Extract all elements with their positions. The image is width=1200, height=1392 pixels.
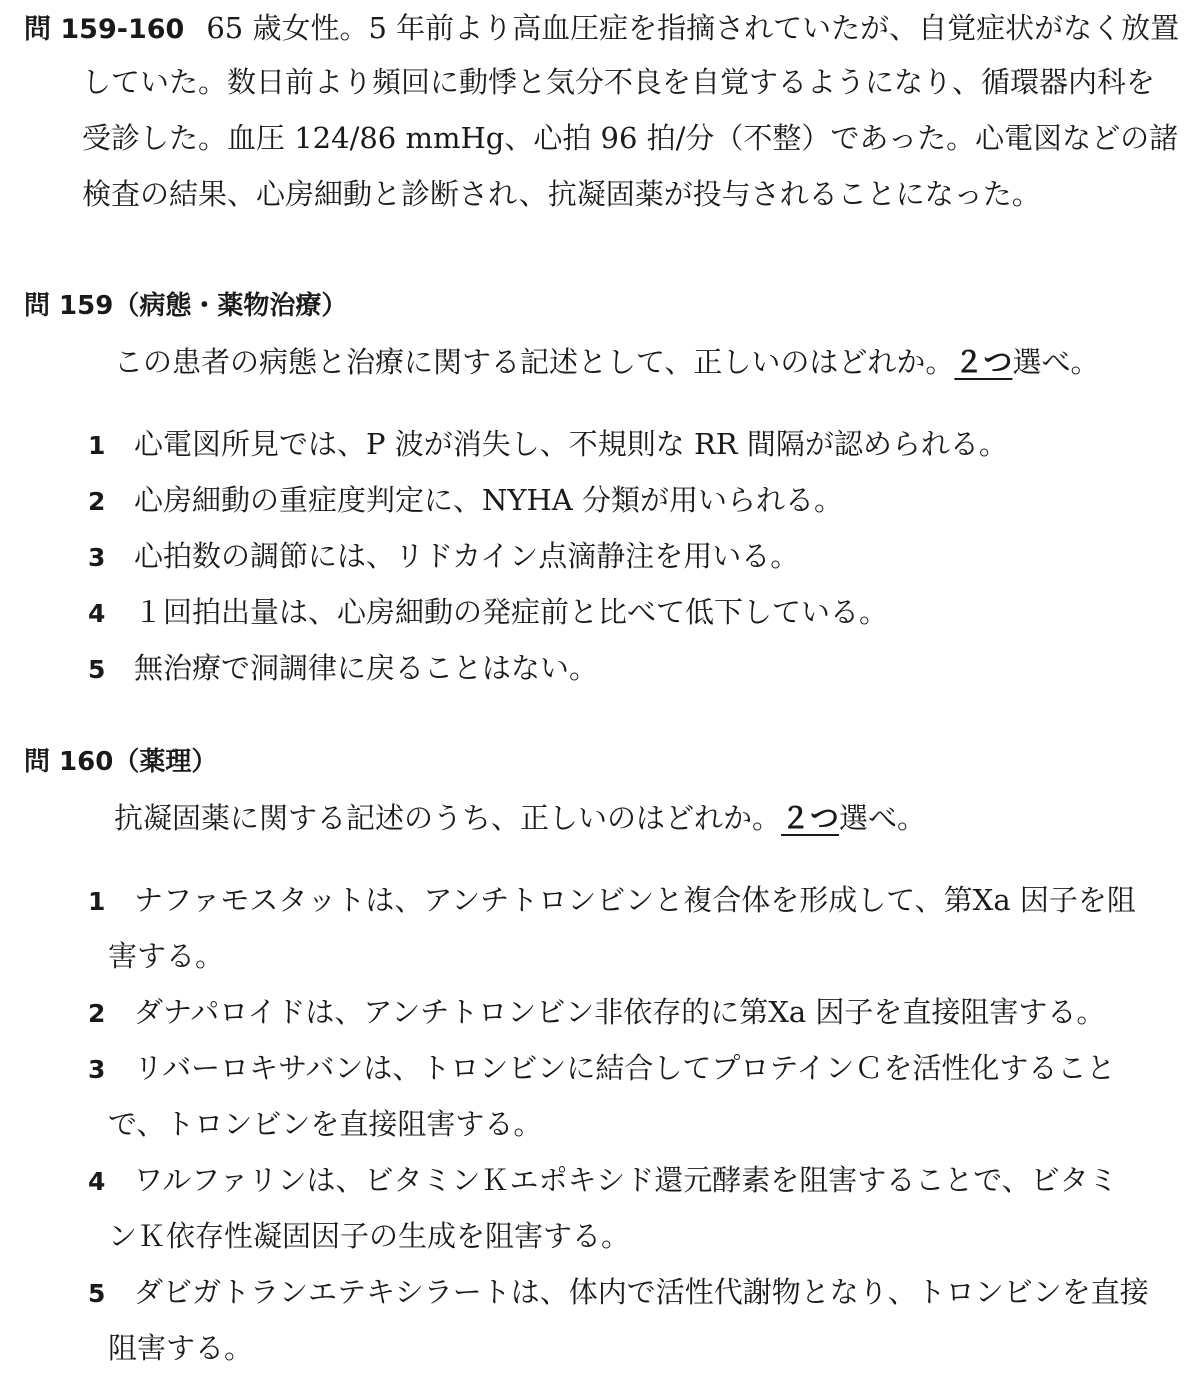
case-line-3: 受診した。血圧 124/86 mmHg、心拍 96 拍/分（不整）であった。心電図などの諸 bbox=[82, 121, 1179, 155]
q160-option-1-continuation: 害する。 bbox=[108, 939, 225, 973]
q160-option-4[interactable] bbox=[88, 1160, 1118, 1205]
case-label: 問 159-160 bbox=[24, 14, 185, 45]
q159-option-text: １回拍出量は、心房細動の発症前と比べて低下している。 bbox=[134, 595, 889, 629]
q159-option-1[interactable] bbox=[88, 424, 1008, 469]
q159-option-number: 5 bbox=[88, 655, 106, 684]
q160-option-number: 3 bbox=[88, 1055, 106, 1084]
q160-option-2[interactable] bbox=[88, 992, 1105, 1037]
q159-stem-end: 選べ。 bbox=[1012, 345, 1100, 379]
q159-category: （病態・薬物治療） bbox=[113, 291, 348, 321]
q160-stem bbox=[114, 798, 926, 838]
q160-option-number: 2 bbox=[88, 999, 106, 1028]
q160-answer-count: ２つ bbox=[781, 801, 840, 835]
q160-option-text: ダビガトランエテキシラートは、体内で活性代謝物となり、トロンビンを直接 bbox=[134, 1275, 1149, 1309]
q159-stem-text: この患者の病態と治療に関する記述として、正しいのはどれか。 bbox=[114, 345, 955, 379]
q160-option-number: 5 bbox=[88, 1279, 106, 1308]
case-line-2: していた。数日前より頻回に動悸と気分不良を自覚するようになり、循環器内科を bbox=[82, 65, 1156, 99]
q160-option-number: 4 bbox=[88, 1167, 106, 1196]
q160-category: （薬理） bbox=[113, 747, 218, 777]
q159-option-2[interactable] bbox=[88, 480, 843, 525]
q159-option-text: 心電図所見では、P 波が消失し、不規則な RR 間隔が認められる。 bbox=[134, 427, 1008, 461]
q160-option-5[interactable] bbox=[88, 1272, 1149, 1317]
q160-option-3-continuation: で、トロンビンを直接阻害する。 bbox=[108, 1107, 543, 1141]
q160-option-1[interactable] bbox=[88, 880, 1136, 925]
q159-option-text: 心房細動の重症度判定に、NYHA 分類が用いられる。 bbox=[134, 483, 843, 517]
q159-heading bbox=[24, 286, 347, 329]
q160-heading bbox=[24, 742, 217, 785]
q160-option-text: ダナパロイドは、アンチトロンビン非依存的に第Ⅹa 因子を直接阻害する。 bbox=[134, 995, 1106, 1029]
q160-option-text: ワルファリンは、ビタミンＫエポキシド還元酵素を阻害することで、ビタミ bbox=[134, 1163, 1118, 1197]
q160-option-4-continuation: ンＫ依存性凝固因子の生成を阻害する。 bbox=[108, 1219, 631, 1253]
q160-label: 問 160 bbox=[24, 747, 114, 777]
q159-option-number: 4 bbox=[88, 599, 106, 628]
q160-option-text: ナファモスタットは、アンチトロンビンと複合体を形成して、第Ⅹa 因子を阻 bbox=[134, 883, 1136, 917]
case-line-1 bbox=[24, 8, 1179, 50]
q159-answer-count: ２つ bbox=[954, 345, 1013, 379]
q159-label: 問 159 bbox=[24, 291, 114, 321]
q159-option-number: 1 bbox=[88, 431, 106, 460]
q160-option-5-continuation: 阻害する。 bbox=[108, 1331, 254, 1365]
case-text-1: 65 歳女性。5 年前より高血圧症を指摘されていたが、自覚症状がなく放置 bbox=[206, 11, 1180, 45]
q159-stem bbox=[114, 342, 1099, 382]
q159-option-5[interactable] bbox=[88, 648, 598, 693]
q160-stem-end: 選べ。 bbox=[839, 801, 927, 835]
q159-option-number: 2 bbox=[88, 487, 106, 516]
q160-stem-text: 抗凝固薬に関する記述のうち、正しいのはどれか。 bbox=[114, 801, 782, 835]
q159-option-3[interactable] bbox=[88, 536, 799, 581]
q159-option-text: 心拍数の調節には、リドカイン点滴静注を用いる。 bbox=[134, 539, 800, 573]
q159-option-4[interactable] bbox=[88, 592, 888, 637]
q160-option-number: 1 bbox=[88, 887, 106, 916]
q160-option-3[interactable] bbox=[88, 1048, 1115, 1093]
q160-option-text: リバーロキサバンは、トロンビンに結合してプロテインＣを活性化すること bbox=[134, 1051, 1116, 1085]
case-line-4: 検査の結果、心房細動と診断され、抗凝固薬が投与されることになった。 bbox=[82, 177, 1041, 211]
q159-option-text: 無治療で洞調律に戻ることはない。 bbox=[134, 651, 599, 685]
q159-option-number: 3 bbox=[88, 543, 106, 572]
